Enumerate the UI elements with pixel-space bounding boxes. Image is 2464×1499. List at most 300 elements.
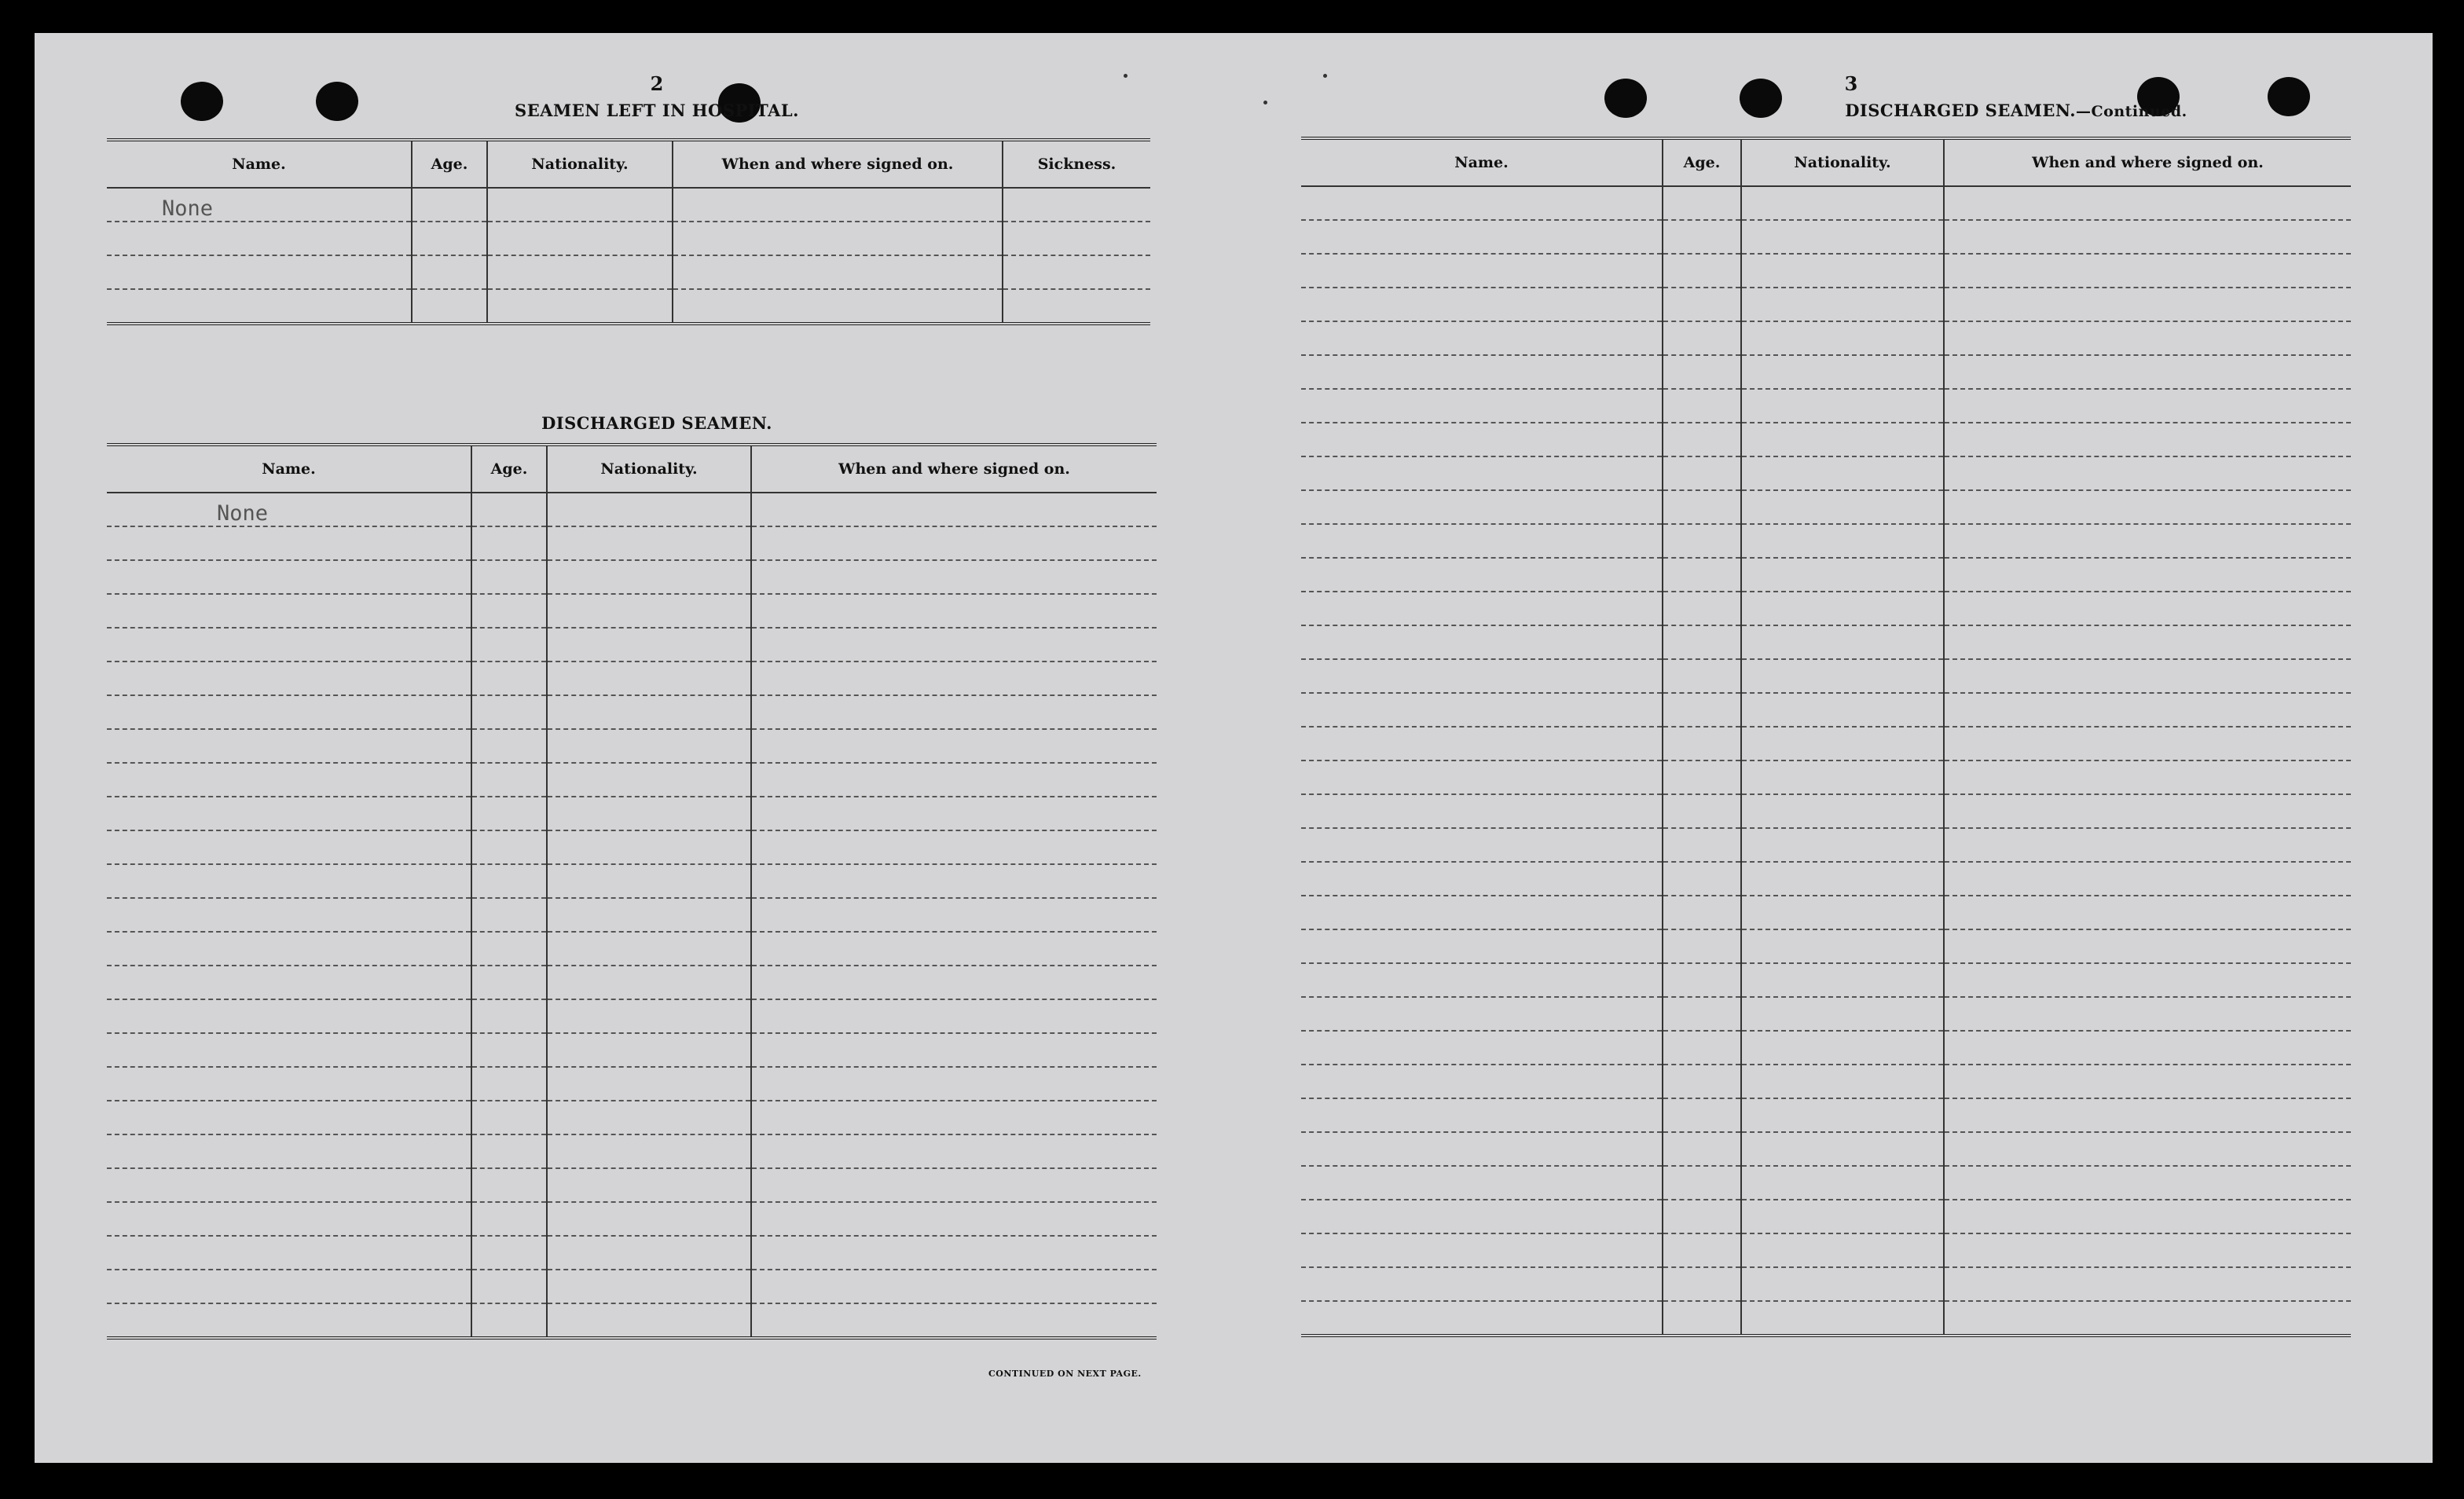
table-cell: [1741, 1065, 1944, 1098]
table-cell: [1741, 693, 1944, 727]
table-cell: [1741, 355, 1944, 389]
table-cell: [1663, 1098, 1741, 1132]
table-cell: [1663, 828, 1741, 862]
table-cell: [1944, 321, 2351, 355]
table-cell: [1301, 1166, 1663, 1200]
table-cell: [107, 999, 471, 1033]
table-cell: [1741, 929, 1944, 963]
table-cell: [1301, 659, 1663, 693]
table-cell: [471, 1303, 547, 1338]
table-cell: [1663, 659, 1741, 693]
table-cell: [471, 662, 547, 695]
table-cell: [1663, 186, 1741, 220]
table-row: [107, 1033, 1157, 1067]
table-cell: [471, 695, 547, 729]
table-cell: [1944, 862, 2351, 896]
table-cell: [1944, 828, 2351, 862]
table-cell: [107, 526, 471, 560]
table-cell: [547, 526, 751, 560]
hospital-heading: SEAMEN LEFT IN HOSPITAL.: [515, 101, 799, 120]
table-cell: [471, 1270, 547, 1303]
table-cell: [751, 1033, 1157, 1067]
table-row: [107, 830, 1157, 864]
table-cell: [107, 1101, 471, 1134]
table-cell: [107, 695, 471, 729]
table-cell: [1301, 423, 1663, 456]
table-cell: [1741, 828, 1944, 862]
table-row: [1301, 1233, 2351, 1267]
table-cell: [751, 662, 1157, 695]
table-cell: [1944, 288, 2351, 321]
table-cell: [107, 797, 471, 830]
column-header-age: Age.: [1663, 138, 1741, 186]
table-cell: [1944, 1200, 2351, 1233]
table-cell: [547, 560, 751, 594]
table-row: [107, 628, 1157, 662]
table-row: [1301, 558, 2351, 592]
table-cell: [751, 628, 1157, 662]
table-header-row: [107, 140, 1150, 188]
table-cell: [107, 830, 471, 864]
table-cell: [471, 864, 547, 898]
table-cell: [547, 898, 751, 932]
table-cell: [1944, 625, 2351, 659]
table-cell: [1741, 1200, 1944, 1233]
table-cell: [751, 1270, 1157, 1303]
table-header-row: [107, 445, 1157, 493]
table-cell: [1944, 1098, 2351, 1132]
table-cell: [1663, 288, 1741, 321]
table-cell: [1663, 1065, 1741, 1098]
table-cell: [547, 1202, 751, 1236]
table-cell: [1944, 997, 2351, 1031]
table-cell: [1663, 423, 1741, 456]
table-row: [1301, 186, 2351, 220]
table-row: [1301, 592, 2351, 625]
table-cell: [1741, 727, 1944, 760]
table-row: [1301, 456, 2351, 490]
column-header-nationality: Nationality.: [487, 140, 673, 188]
heading-title: DISCHARGED SEAMEN.: [1845, 101, 2077, 120]
table-cell: [471, 1033, 547, 1067]
table-cell: [1944, 1233, 2351, 1267]
table-cell: [547, 493, 751, 526]
table-row: [1301, 727, 2351, 760]
table-cell: [1944, 929, 2351, 963]
table-row: [107, 526, 1157, 560]
table-cell: [1003, 289, 1150, 324]
table-cell: [1301, 490, 1663, 524]
table-cell: [751, 932, 1157, 966]
table-cell: [751, 864, 1157, 898]
table-cell: [1741, 997, 1944, 1031]
table-cell: [107, 1270, 471, 1303]
table-cell: [471, 594, 547, 628]
table-cell: [1741, 524, 1944, 558]
table-row: [1301, 1267, 2351, 1301]
table-cell: [1663, 1233, 1741, 1267]
table-cell: [1741, 862, 1944, 896]
table-row: [107, 493, 1157, 526]
table-cell: [751, 966, 1157, 999]
table-cell: [1944, 355, 2351, 389]
table-cell: [751, 763, 1157, 797]
hospital-entry: None: [107, 188, 412, 222]
table-cell: [547, 594, 751, 628]
table-cell: [1944, 524, 2351, 558]
table-cell: [471, 763, 547, 797]
table-cell: [412, 222, 487, 255]
table-cell: [1741, 186, 1944, 220]
table-cell: [1301, 693, 1663, 727]
table-cell: [1944, 1166, 2351, 1200]
table-cell: [471, 526, 547, 560]
table-cell: [1663, 693, 1741, 727]
table-cell: [1663, 896, 1741, 929]
table-row: [107, 594, 1157, 628]
table-cell: [1663, 1301, 1741, 1336]
table-cell: [1663, 592, 1741, 625]
table-cell: [547, 662, 751, 695]
table-cell: [107, 1168, 471, 1202]
table-row: [1301, 1301, 2351, 1336]
table-cell: [673, 222, 1003, 255]
table-cell: [1663, 321, 1741, 355]
table-row: [1301, 423, 2351, 456]
table-cell: [412, 289, 487, 324]
table-cell: [1944, 389, 2351, 423]
table-row: [1301, 929, 2351, 963]
table-cell: [1301, 288, 1663, 321]
table-cell: [547, 763, 751, 797]
table-cell: [1663, 794, 1741, 828]
column-header-signed-on: When and where signed on.: [673, 140, 1003, 188]
discharged-heading: DISCHARGED SEAMEN.: [541, 413, 772, 433]
table-row: [1301, 760, 2351, 794]
table-cell: [107, 662, 471, 695]
table-cell: [1301, 1031, 1663, 1065]
table-cell: [471, 1101, 547, 1134]
table-cell: [471, 966, 547, 999]
table-row: [1301, 1132, 2351, 1166]
page-number: 2: [650, 72, 664, 95]
table-row: [107, 188, 1150, 222]
table-cell: [1301, 456, 1663, 490]
table-cell: [471, 493, 547, 526]
column-header-nationality: Nationality.: [547, 445, 751, 493]
table-cell: [1663, 625, 1741, 659]
table-cell: [107, 628, 471, 662]
column-header-nationality: Nationality.: [1741, 138, 1944, 186]
table-cell: [1944, 1065, 2351, 1098]
table-cell: [1301, 220, 1663, 254]
column-header-age: Age.: [471, 445, 547, 493]
table-cell: [1663, 524, 1741, 558]
table-cell: [1301, 558, 1663, 592]
table-cell: [1944, 254, 2351, 288]
table-row: [1301, 997, 2351, 1031]
table-cell: [107, 932, 471, 966]
table-cell: [1944, 220, 2351, 254]
table-cell: [471, 729, 547, 763]
table-cell: [471, 1236, 547, 1270]
table-cell: [1301, 254, 1663, 288]
table-row: [107, 932, 1157, 966]
table-row: [107, 222, 1150, 255]
table-cell: [1301, 1233, 1663, 1267]
table-row: [107, 864, 1157, 898]
discharged-continued-table: [1301, 137, 2351, 1337]
page-number: 3: [1844, 72, 1858, 95]
table-cell: [1944, 896, 2351, 929]
table-cell: [107, 1236, 471, 1270]
table-cell: [107, 729, 471, 763]
table-cell: [1663, 963, 1741, 997]
table-cell: [751, 898, 1157, 932]
table-cell: [487, 289, 673, 324]
table-row: [107, 662, 1157, 695]
table-cell: [1944, 186, 2351, 220]
table-cell: [1301, 1301, 1663, 1336]
paper-speck: [1263, 101, 1267, 104]
table-cell: [487, 222, 673, 255]
table-cell: [751, 999, 1157, 1033]
table-cell: [471, 1067, 547, 1101]
table-cell: [751, 1303, 1157, 1338]
table-cell: [1944, 963, 2351, 997]
table-cell: [471, 1202, 547, 1236]
table-cell: [1944, 1301, 2351, 1336]
table-cell: [107, 1202, 471, 1236]
table-row: [1301, 1200, 2351, 1233]
table-cell: [107, 864, 471, 898]
table-cell: [471, 797, 547, 830]
table-row: [107, 560, 1157, 594]
table-cell: [1663, 1267, 1741, 1301]
column-header-signed-on: When and where signed on.: [1944, 138, 2351, 186]
table-cell: [1301, 389, 1663, 423]
table-cell: [1944, 1267, 2351, 1301]
table-cell: [1663, 355, 1741, 389]
table-cell: [107, 1303, 471, 1338]
column-header-name: Name.: [1301, 138, 1663, 186]
table-cell: [1663, 558, 1741, 592]
table-row: [1301, 288, 2351, 321]
table-row: [107, 1303, 1157, 1338]
table-cell: [1741, 592, 1944, 625]
table-cell: [1663, 1132, 1741, 1166]
table-cell: [751, 594, 1157, 628]
table-cell: [1003, 255, 1150, 289]
table-cell: [1301, 963, 1663, 997]
column-header-sickness: Sickness.: [1003, 140, 1150, 188]
column-header-signed-on: When and where signed on.: [751, 445, 1157, 493]
table-cell: [751, 1236, 1157, 1270]
table-row: [1301, 625, 2351, 659]
table-cell: [471, 932, 547, 966]
table-cell: [1944, 592, 2351, 625]
table-cell: [107, 1067, 471, 1101]
table-cell: [107, 594, 471, 628]
table-cell: [107, 898, 471, 932]
table-cell: [412, 188, 487, 222]
table-row: [107, 255, 1150, 289]
table-cell: [107, 222, 412, 255]
table-cell: [673, 289, 1003, 324]
table-cell: [1301, 355, 1663, 389]
table-cell: [547, 830, 751, 864]
table-cell: [673, 255, 1003, 289]
table-cell: [1301, 760, 1663, 794]
table-cell: [751, 695, 1157, 729]
table-cell: [1741, 1098, 1944, 1132]
table-cell: [471, 1168, 547, 1202]
table-row: [107, 1067, 1157, 1101]
table-cell: [471, 898, 547, 932]
table-row: [107, 797, 1157, 830]
table-cell: [1663, 220, 1741, 254]
column-header-name: Name.: [107, 445, 471, 493]
table-cell: [1741, 220, 1944, 254]
table-cell: [107, 255, 412, 289]
table-row: [1301, 524, 2351, 558]
table-cell: [107, 289, 412, 324]
table-cell: [1663, 760, 1741, 794]
table-cell: [751, 1134, 1157, 1168]
table-cell: [1663, 862, 1741, 896]
table-row: [1301, 862, 2351, 896]
table-cell: [547, 864, 751, 898]
table-cell: [547, 729, 751, 763]
table-cell: [751, 1101, 1157, 1134]
table-cell: [1301, 997, 1663, 1031]
table-cell: [751, 797, 1157, 830]
table-cell: [1741, 896, 1944, 929]
table-row: [1301, 659, 2351, 693]
hospital-table: [107, 138, 1150, 325]
table-cell: [1301, 727, 1663, 760]
table-header-row: [1301, 138, 2351, 186]
table-row: [107, 1236, 1157, 1270]
table-cell: [471, 830, 547, 864]
table-cell: [1301, 524, 1663, 558]
table-cell: [1301, 1065, 1663, 1098]
table-cell: [1663, 727, 1741, 760]
table-cell: [751, 493, 1157, 526]
table-cell: [1301, 186, 1663, 220]
table-cell: [1003, 222, 1150, 255]
table-cell: [1944, 727, 2351, 760]
table-cell: [1301, 592, 1663, 625]
table-row: [107, 999, 1157, 1033]
discharged-continued-heading: [1615, 101, 2417, 120]
table-cell: [751, 1202, 1157, 1236]
table-cell: [1944, 693, 2351, 727]
discharged-entry: None: [107, 493, 471, 526]
table-cell: [471, 628, 547, 662]
table-cell: [547, 932, 751, 966]
table-cell: [1741, 1233, 1944, 1267]
table-cell: [1944, 1132, 2351, 1166]
table-row: [1301, 896, 2351, 929]
table-cell: [1301, 625, 1663, 659]
table-cell: [1741, 1267, 1944, 1301]
table-cell: [1741, 321, 1944, 355]
table-cell: [1663, 254, 1741, 288]
table-cell: [1301, 828, 1663, 862]
table-row: [107, 898, 1157, 932]
table-row: [107, 1168, 1157, 1202]
table-cell: [1301, 1098, 1663, 1132]
table-row: [1301, 254, 2351, 288]
table-cell: [107, 1033, 471, 1067]
table-row: [1301, 389, 2351, 423]
table-cell: [547, 1168, 751, 1202]
table-cell: [1003, 188, 1150, 222]
table-cell: [1663, 490, 1741, 524]
table-cell: [1741, 1301, 1944, 1336]
table-cell: [673, 188, 1003, 222]
table-cell: [107, 560, 471, 594]
table-cell: [547, 1303, 751, 1338]
table-row: [1301, 1031, 2351, 1065]
table-cell: [471, 560, 547, 594]
table-cell: [1301, 1132, 1663, 1166]
table-cell: [471, 1134, 547, 1168]
table-cell: [1301, 896, 1663, 929]
table-cell: [547, 797, 751, 830]
table-cell: [751, 1168, 1157, 1202]
table-cell: [1741, 558, 1944, 592]
table-row: [107, 729, 1157, 763]
table-cell: [547, 966, 751, 999]
table-row: [1301, 794, 2351, 828]
table-cell: [1741, 963, 1944, 997]
table-cell: [1741, 760, 1944, 794]
table-cell: [1301, 862, 1663, 896]
table-cell: [1741, 456, 1944, 490]
table-cell: [1944, 1031, 2351, 1065]
table-cell: [1741, 1166, 1944, 1200]
table-row: [1301, 355, 2351, 389]
table-cell: [547, 999, 751, 1033]
table-cell: [1944, 456, 2351, 490]
table-cell: [1741, 794, 1944, 828]
table-cell: [1301, 1267, 1663, 1301]
table-row: [107, 1134, 1157, 1168]
table-cell: [107, 966, 471, 999]
table-cell: [547, 1270, 751, 1303]
table-cell: [1944, 794, 2351, 828]
table-cell: [1944, 423, 2351, 456]
table-row: [107, 966, 1157, 999]
column-header-name: Name.: [107, 140, 412, 188]
table-cell: [547, 1067, 751, 1101]
table-row: [1301, 490, 2351, 524]
table-cell: [547, 1236, 751, 1270]
table-cell: [1663, 1200, 1741, 1233]
table-cell: [547, 1134, 751, 1168]
table-cell: [487, 255, 673, 289]
table-cell: [1741, 423, 1944, 456]
table-cell: [547, 628, 751, 662]
table-cell: [547, 1033, 751, 1067]
table-row: [1301, 693, 2351, 727]
table-cell: [107, 763, 471, 797]
table-row: [1301, 828, 2351, 862]
table-cell: [1301, 794, 1663, 828]
table-cell: [1944, 490, 2351, 524]
